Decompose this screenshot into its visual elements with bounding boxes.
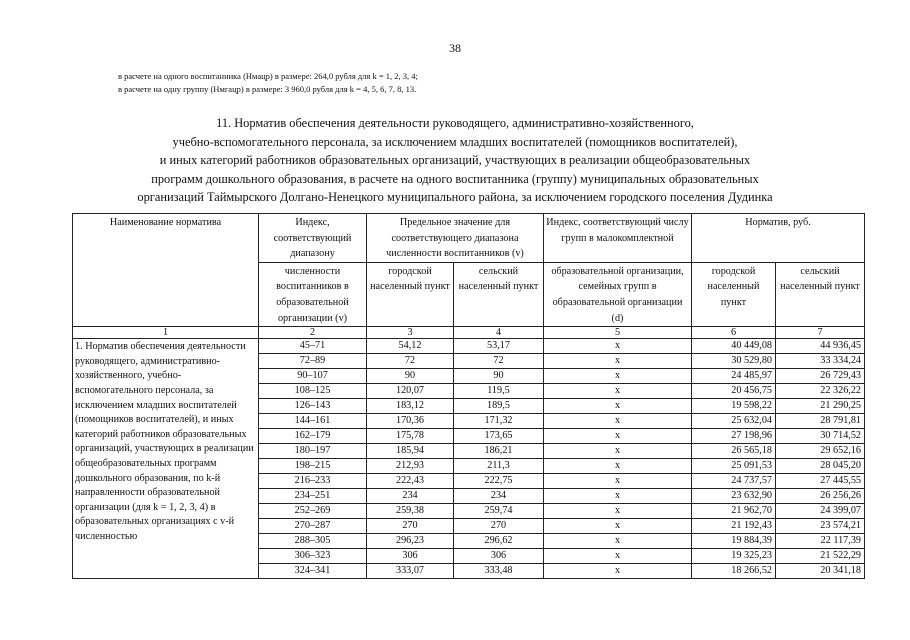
limit-city-cell: 234	[367, 489, 454, 504]
limit-city-cell: 54,12	[367, 339, 454, 354]
limit-rural-cell: 173,65	[454, 429, 544, 444]
norm-rural-cell: 20 341,18	[776, 564, 865, 579]
column-number: 5	[544, 327, 692, 339]
groups-cell: х	[544, 399, 692, 414]
header-norm-rural: сельский населенный пункт	[776, 262, 865, 326]
header-groups-top: Индекс, соответствующий числу групп в малокомплектной	[544, 214, 692, 263]
norm-rural-cell: 29 652,16	[776, 444, 865, 459]
range-cell: 288–305	[259, 534, 367, 549]
norm-rural-cell: 23 574,21	[776, 519, 865, 534]
limit-city-cell: 259,38	[367, 504, 454, 519]
limit-rural-cell: 171,32	[454, 414, 544, 429]
groups-cell: х	[544, 549, 692, 564]
limit-rural-cell: 189,5	[454, 399, 544, 414]
range-cell: 234–251	[259, 489, 367, 504]
limit-rural-cell: 119,5	[454, 384, 544, 399]
limit-city-cell: 185,94	[367, 444, 454, 459]
limit-city-cell: 120,07	[367, 384, 454, 399]
groups-cell: х	[544, 504, 692, 519]
header-index-range-top: Индекс, соответствующий диапазону	[259, 214, 367, 263]
header-groups-bottom: образовательной организации, семейных групп в образовательной организации (d)	[544, 262, 692, 326]
table-body	[73, 339, 865, 579]
norm-city-cell: 19 325,23	[692, 549, 776, 564]
limit-rural-cell: 186,21	[454, 444, 544, 459]
limit-city-cell: 170,36	[367, 414, 454, 429]
limit-city-cell: 222,43	[367, 474, 454, 489]
column-number: 6	[692, 327, 776, 339]
limit-rural-cell: 222,75	[454, 474, 544, 489]
column-number: 4	[454, 327, 544, 339]
note-per-group: в расчете на одну группу (Нмгацр) в размере: 3 960,0 рубля для k = 4, 5, 6, 7, 8, 13.	[118, 84, 417, 94]
range-cell: 216–233	[259, 474, 367, 489]
table-row	[73, 339, 865, 354]
norm-rural-cell: 22 117,39	[776, 534, 865, 549]
groups-cell: х	[544, 429, 692, 444]
norm-rural-cell: 28 045,20	[776, 459, 865, 474]
groups-cell: х	[544, 474, 692, 489]
range-cell: 252–269	[259, 504, 367, 519]
norm-city-cell: 30 529,80	[692, 354, 776, 369]
header-limit: Предельное значение для соответствующего диапазона численности воспитанников (v)	[367, 214, 544, 263]
limit-rural-cell: 234	[454, 489, 544, 504]
norm-rural-cell: 24 399,07	[776, 504, 865, 519]
range-cell: 108–125	[259, 384, 367, 399]
limit-rural-cell: 259,74	[454, 504, 544, 519]
range-cell: 306–323	[259, 549, 367, 564]
range-cell: 126–143	[259, 399, 367, 414]
header-name: Наименование норматива	[73, 214, 259, 327]
header-norm-city: городской населенный пункт	[692, 262, 776, 326]
norm-city-cell: 40 449,08	[692, 339, 776, 354]
column-number: 1	[73, 327, 259, 339]
limit-rural-cell: 53,17	[454, 339, 544, 354]
norm-city-cell: 18 266,52	[692, 564, 776, 579]
norm-rural-cell: 27 445,55	[776, 474, 865, 489]
range-cell: 180–197	[259, 444, 367, 459]
norm-city-cell: 25 091,53	[692, 459, 776, 474]
limit-rural-cell: 90	[454, 369, 544, 384]
header-index-range-bottom: численности воспитанников в образовательной организации (v)	[259, 262, 367, 326]
range-cell: 162–179	[259, 429, 367, 444]
limit-city-cell: 175,78	[367, 429, 454, 444]
column-number: 3	[367, 327, 454, 339]
groups-cell: х	[544, 354, 692, 369]
limit-city-cell: 270	[367, 519, 454, 534]
groups-cell: х	[544, 444, 692, 459]
header-limit-city: городской населенный пункт	[367, 262, 454, 326]
norm-rural-cell: 21 290,25	[776, 399, 865, 414]
norm-rural-cell: 22 326,22	[776, 384, 865, 399]
limit-city-cell: 183,12	[367, 399, 454, 414]
page-number: 38	[449, 41, 461, 55]
range-cell: 144–161	[259, 414, 367, 429]
groups-cell: х	[544, 564, 692, 579]
range-cell: 270–287	[259, 519, 367, 534]
range-cell: 72–89	[259, 354, 367, 369]
norm-city-cell: 20 456,75	[692, 384, 776, 399]
heading-line: организаций Таймырского Долгано-Ненецкого муниципального района, за исключением городского поселения Дудинка	[137, 190, 773, 205]
limit-city-cell: 333,07	[367, 564, 454, 579]
header-limit-rural: сельский населенный пункт	[454, 262, 544, 326]
section-heading	[40, 114, 870, 207]
norm-table	[72, 213, 865, 579]
limit-city-cell: 306	[367, 549, 454, 564]
limit-rural-cell: 72	[454, 354, 544, 369]
norm-city-cell: 21 962,70	[692, 504, 776, 519]
norm-rural-cell: 28 791,81	[776, 414, 865, 429]
column-number: 7	[776, 327, 865, 339]
norm-city-cell: 25 632,04	[692, 414, 776, 429]
header-norm: Норматив, руб.	[692, 214, 865, 263]
note-per-pupil: в расчете на одного воспитанника (Нмацр) в размере: 264,0 рубля для k = 1, 2, 3, 4;	[118, 71, 418, 81]
groups-cell: х	[544, 384, 692, 399]
limit-rural-cell: 296,62	[454, 534, 544, 549]
groups-cell: х	[544, 459, 692, 474]
norm-rural-cell: 26 729,43	[776, 369, 865, 384]
norm-city-cell: 24 737,57	[692, 474, 776, 489]
limit-rural-cell: 333,48	[454, 564, 544, 579]
norm-city-cell: 24 485,97	[692, 369, 776, 384]
norm-rural-cell: 30 714,52	[776, 429, 865, 444]
groups-cell: х	[544, 339, 692, 354]
heading-line: учебно-вспомогательного персонала, за исключением младших воспитателей (помощников воспитателей),	[172, 134, 738, 149]
norm-city-cell: 27 198,96	[692, 429, 776, 444]
norm-city-cell: 26 565,18	[692, 444, 776, 459]
limit-city-cell: 90	[367, 369, 454, 384]
norm-rural-cell: 26 256,26	[776, 489, 865, 504]
norm-city-cell: 19 884,39	[692, 534, 776, 549]
limit-rural-cell: 270	[454, 519, 544, 534]
groups-cell: х	[544, 534, 692, 549]
limit-rural-cell: 211,3	[454, 459, 544, 474]
column-number: 2	[259, 327, 367, 339]
norm-city-cell: 21 192,43	[692, 519, 776, 534]
limit-city-cell: 212,93	[367, 459, 454, 474]
range-cell: 45–71	[259, 339, 367, 354]
groups-cell: х	[544, 519, 692, 534]
limit-city-cell: 72	[367, 354, 454, 369]
limit-city-cell: 296,23	[367, 534, 454, 549]
groups-cell: х	[544, 369, 692, 384]
range-cell: 198–215	[259, 459, 367, 474]
norm-city-cell: 23 632,90	[692, 489, 776, 504]
norm-city-cell: 19 598,22	[692, 399, 776, 414]
norm-name-cell: 1. Норматив обеспечения деятельности руководящего, административно-хозяйственного, учебно-вспомогательного персонала, за исключением младших воспитателей (помощников воспитателей), и иных категорий работников образовательных организаций, участвующих в реализации общеобразовательных программ дошкольного образования, по k-й направленности образовательной организации (для k = 1, 2, 3, 4) в образовательных организациях с v-й численностью	[73, 339, 259, 579]
norm-rural-cell: 33 334,24	[776, 354, 865, 369]
norm-rural-cell: 44 936,45	[776, 339, 865, 354]
heading-line: 11. Норматив обеспечения деятельности руководящего, административно-хозяйственного,	[216, 116, 694, 130]
groups-cell: х	[544, 489, 692, 504]
groups-cell: х	[544, 414, 692, 429]
norm-rural-cell: 21 522,29	[776, 549, 865, 564]
range-cell: 324–341	[259, 564, 367, 579]
heading-line: программ дошкольного образования, в расчете на одного воспитанника (группу) муниципальных образовательных	[151, 171, 759, 186]
limit-rural-cell: 306	[454, 549, 544, 564]
range-cell: 90–107	[259, 369, 367, 384]
heading-line: и иных категорий работников образовательных организаций, участвующих в реализации общеобразовательных	[159, 153, 751, 168]
